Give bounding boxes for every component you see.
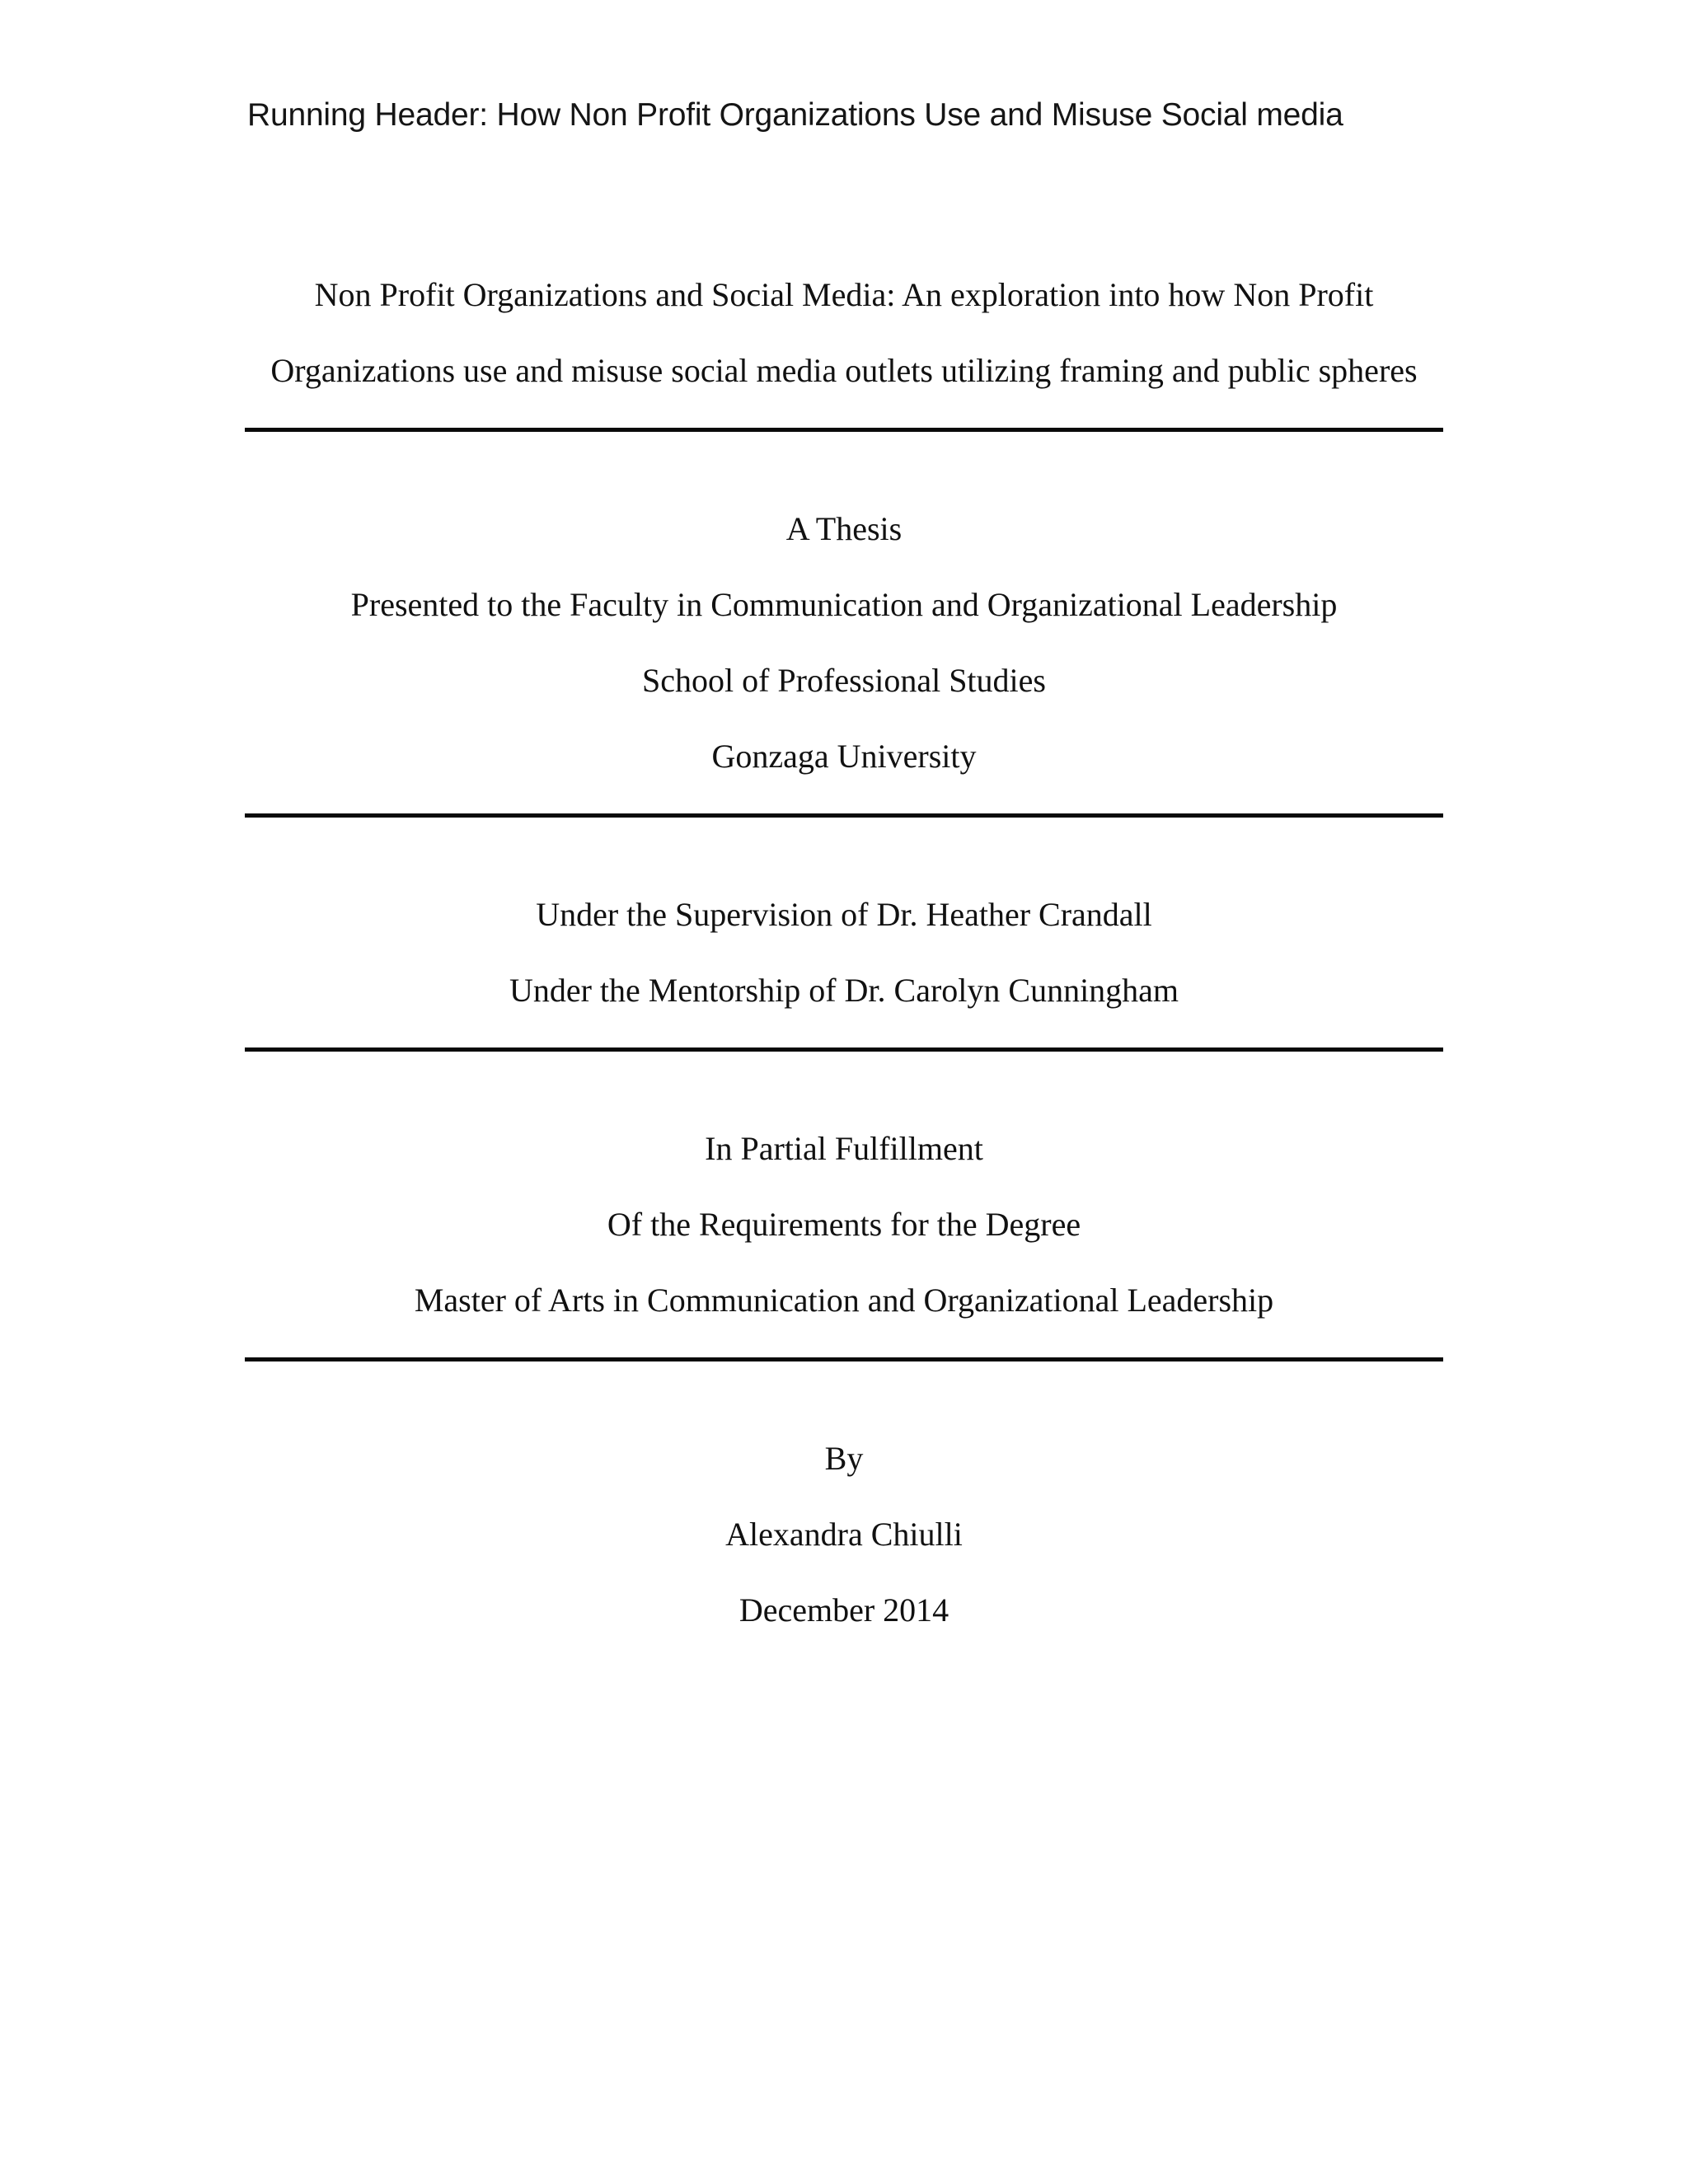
section-divider — [245, 813, 1443, 818]
section-divider — [245, 1357, 1443, 1361]
mentorship-line: Under the Mentorship of Dr. Carolyn Cunningham — [509, 972, 1179, 1009]
author-name: Alexandra Chiulli — [725, 1516, 963, 1553]
section-divider — [245, 1047, 1443, 1052]
title-line-1: Non Profit Organizations and Social Media: An exploration into how Non Profit — [314, 276, 1374, 313]
presented-to-line: Presented to the Faculty in Communication and Organizational Leadership — [350, 586, 1338, 623]
degree-line: Master of Arts in Communication and Organizational Leadership — [414, 1282, 1274, 1319]
fulfillment-line: In Partial Fulfillment — [705, 1130, 983, 1167]
section-divider — [245, 428, 1443, 432]
thesis-label: A Thesis — [785, 510, 903, 547]
running-header: Running Header: How Non Profit Organizations Use and Misuse Social media — [247, 97, 1343, 133]
by-label: By — [824, 1440, 864, 1477]
university-line: Gonzaga University — [711, 738, 977, 775]
submission-date: December 2014 — [738, 1591, 950, 1629]
school-line: School of Professional Studies — [642, 662, 1046, 699]
requirements-line: Of the Requirements for the Degree — [607, 1206, 1081, 1243]
title-line-2: Organizations use and misuse social media outlets utilizing framing and public spheres — [270, 352, 1418, 389]
supervision-line: Under the Supervision of Dr. Heather Crandall — [536, 896, 1152, 933]
